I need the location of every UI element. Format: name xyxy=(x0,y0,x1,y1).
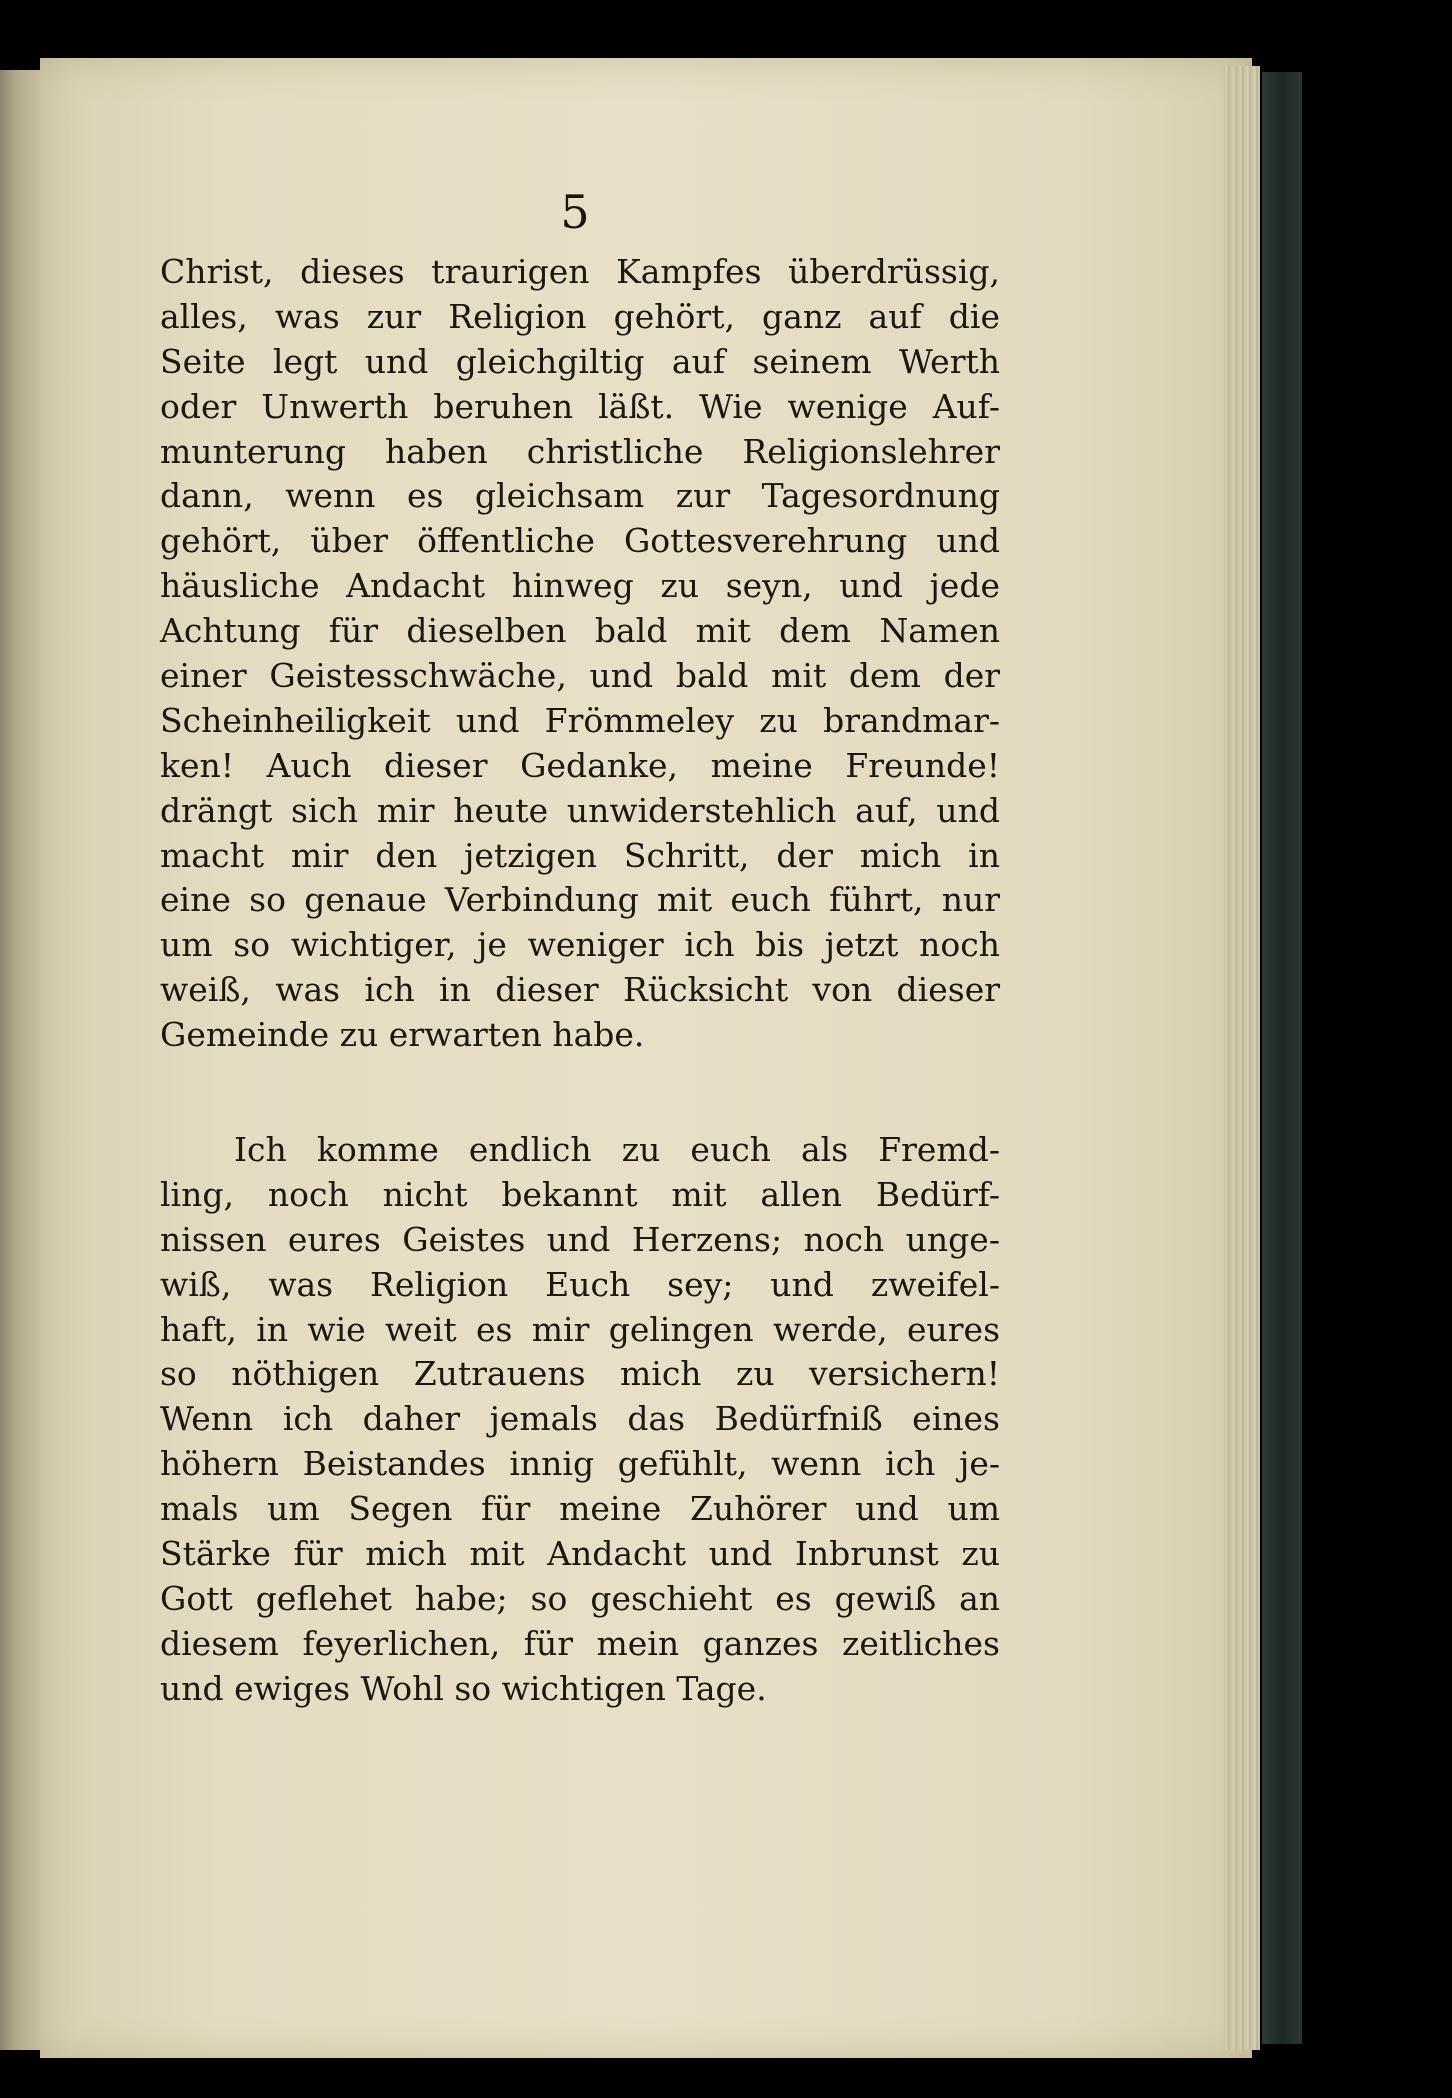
book-cover xyxy=(1262,72,1302,2044)
text-line: ling, noch nicht bekannt mit allen Bedürf- xyxy=(160,1174,1000,1214)
text-line: mals um Segen für meine Zuhörer und um xyxy=(160,1489,1000,1529)
text-line: Stärke für mich mit Andacht und Inbrunst zu xyxy=(160,1534,1000,1574)
text-line: drängt sich mir heute unwiderstehlich auf, und xyxy=(160,790,1000,830)
text-line: diesem feyerlichen, für mein ganzes zeitliches xyxy=(160,1623,1000,1663)
text-line: Ich komme endlich zu euch als Fremd- xyxy=(234,1130,1000,1170)
page-stack-edge xyxy=(1224,66,1260,2050)
text-line: dann, wenn es gleichsam zur Tagesordnung xyxy=(160,476,1000,516)
paragraph-2 xyxy=(160,1128,1000,1712)
paragraph-gap xyxy=(160,1058,1000,1128)
page-number: 5 xyxy=(560,185,590,239)
text-line: so nöthigen Zutrauens mich zu versichern! xyxy=(160,1354,1000,1394)
text-line: Gott geflehet habe; so geschieht es gewiß an xyxy=(160,1578,1000,1618)
text-line: ken! Auch dieser Gedanke, meine Freunde! xyxy=(160,745,1000,785)
text-line: alles, was zur Religion gehört, ganz auf die xyxy=(160,296,1000,336)
text-line: oder Unwerth beruhen läßt. Wie wenige Auf- xyxy=(160,386,1000,426)
text-line: weiß, was ich in dieser Rücksicht von dieser xyxy=(160,970,1000,1010)
text-line: höhern Beistandes innig gefühlt, wenn ich je- xyxy=(160,1444,1000,1484)
text-line: munterung haben christliche Religionslehrer xyxy=(160,431,1000,471)
text-line: Achtung für dieselben bald mit dem Namen xyxy=(160,611,1000,651)
text-line: Wenn ich daher jemals das Bedürfniß eines xyxy=(160,1399,1000,1439)
text-line: nissen eures Geistes und Herzens; noch unge- xyxy=(160,1219,1000,1259)
previous-page-edge xyxy=(0,70,40,2050)
text-line: einer Geistesschwäche, und bald mit dem der xyxy=(160,656,1000,696)
text-line: Christ, dieses traurigen Kampfes überdrüssig, xyxy=(160,252,1000,291)
text-line: macht mir den jetzigen Schritt, der mich in xyxy=(160,835,1000,875)
text-line: haft, in wie weit es mir gelingen werde, eures xyxy=(160,1309,1000,1349)
text-line: Scheinheiligkeit und Frömmeley zu brandmar- xyxy=(160,700,1000,740)
paragraph-1 xyxy=(160,250,1000,1058)
text-line: wiß, was Religion Euch sey; und zweifel- xyxy=(160,1264,1000,1304)
text-line: Seite legt und gleichgiltig auf seinem Werth xyxy=(160,341,1000,381)
text-line: und ewiges Wohl so wichtigen Tage. xyxy=(160,1668,767,1708)
text-line: eine so genaue Verbindung mit euch führt, nur xyxy=(160,880,1000,920)
text-line: Gemeinde zu erwarten habe. xyxy=(160,1015,645,1055)
text-line: um so wichtiger, je weniger ich bis jetzt noch xyxy=(160,925,1000,965)
text-line: gehört, über öffentliche Gottesverehrung und xyxy=(160,521,1000,561)
text-block xyxy=(160,250,1000,1712)
text-line: häusliche Andacht hinweg zu seyn, und jede xyxy=(160,566,1000,606)
